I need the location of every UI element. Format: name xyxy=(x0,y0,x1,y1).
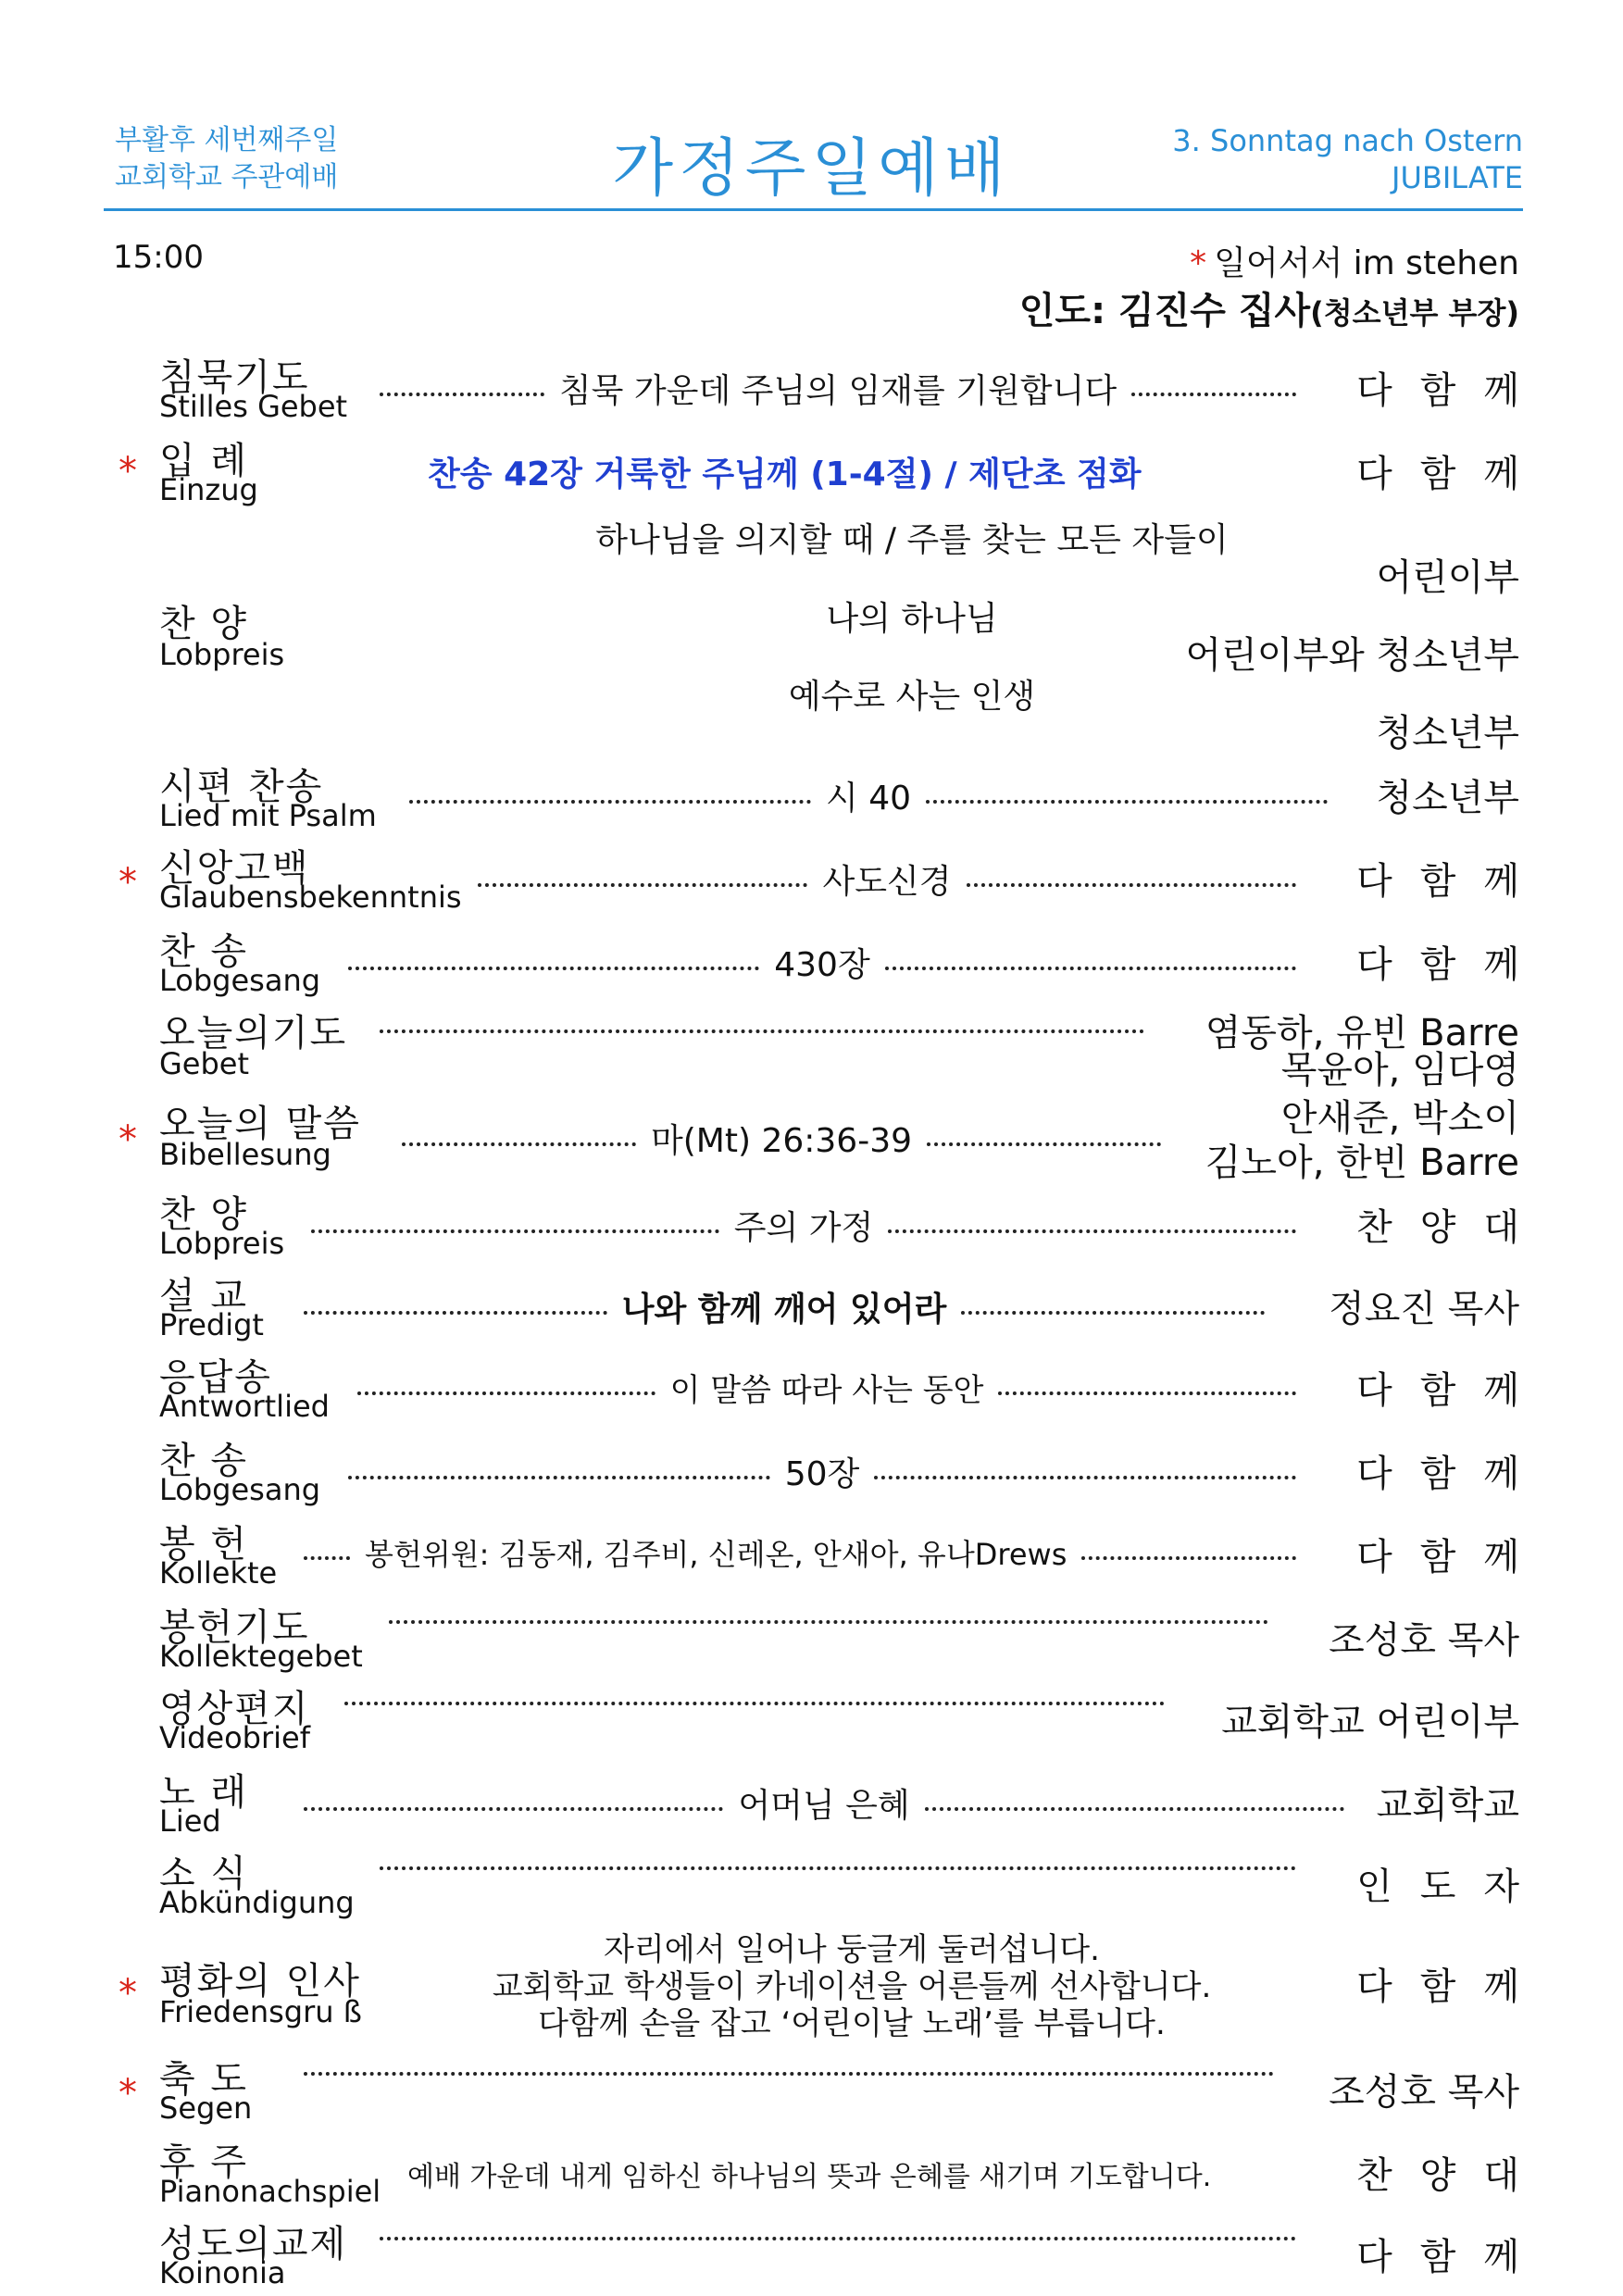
item-title-de: Predigt xyxy=(159,1307,264,1342)
item-responsible: 찬양대 xyxy=(1356,1206,1547,1249)
item-responsible: 교회학교 어린이부 xyxy=(1221,1701,1519,1743)
item-title-de: Lobgesang xyxy=(159,1472,321,1507)
standing-note: * 일어서서 im stehen xyxy=(1190,244,1519,282)
item-responsible: 다함께 xyxy=(1356,2236,1547,2278)
praise-resp-2: 어린이부와 청소년부 xyxy=(1185,634,1519,677)
asterisk-icon: * xyxy=(119,1118,137,1161)
item-responsible: 다함께 xyxy=(1356,1453,1547,1495)
item-title-ko: 봉헌기도 xyxy=(159,1606,310,1649)
item-title-de: Kollektegebet xyxy=(159,1639,363,1674)
praise-song-1: 하나님을 의지할 때 / 주를 찾는 모든 자들이 xyxy=(595,521,1229,559)
item-title-ko: 찬 송 xyxy=(159,930,248,973)
item-responsible: 조성호 목사 xyxy=(1329,1619,1519,1662)
item-responsible: 청소년부 xyxy=(1376,777,1519,819)
item-title-de: Einzug xyxy=(159,472,258,507)
item-content: 마(Mt) 26:36-39 xyxy=(393,1115,1170,1162)
peace-line: 교회학교 학생들이 카네이션을 어른들께 선사합니다. xyxy=(492,1968,1212,2005)
item-title-de: Abkündigung xyxy=(159,1885,355,1920)
item-content: 찬송 42장 거룩한 주님께 (1-4절) / 제단초 점화 xyxy=(428,455,1142,493)
item-responsible: 안새준, 박소이 xyxy=(1280,1097,1519,1140)
item-title-ko: 찬 송 xyxy=(159,1440,248,1482)
item-responsible: 인도자 xyxy=(1356,1866,1547,1908)
item-title-ko: 봉 헌 xyxy=(159,1523,248,1566)
item-title-ko: 평화의 인사 xyxy=(159,1960,361,2003)
asterisk-icon: * xyxy=(1190,244,1207,282)
item-title-ko: 노 래 xyxy=(159,1771,248,1814)
item-responsible: 조성호 목사 xyxy=(1329,2071,1519,2114)
item-content: 나와 함께 깨어 있어라 xyxy=(294,1283,1274,1330)
page-title: 가정주일예배 xyxy=(612,132,1011,206)
header-divider xyxy=(104,208,1523,211)
item-content xyxy=(380,1615,1278,1618)
item-responsible: 다함께 xyxy=(1356,1536,1547,1578)
item-content xyxy=(370,2231,1305,2235)
leader-line: 인도: 김진수 집사(청소년부 부장) xyxy=(1018,290,1519,332)
item-responsible: 김노아, 한빈 Barre xyxy=(1205,1142,1519,1184)
item-title-ko: 소 식 xyxy=(159,1853,248,1895)
sunday-name-de: 3. Sonntag nach Ostern xyxy=(1172,123,1523,158)
item-content: 시 40 xyxy=(400,772,1337,819)
item-title-de: Videobrief xyxy=(159,1720,310,1755)
item-title-ko: 후 주 xyxy=(159,2141,248,2184)
praise-song-3: 예수로 사는 인생 xyxy=(788,678,1036,716)
item-title-ko: 오늘의 말씀 xyxy=(159,1103,361,1145)
item-title-de: Gebet xyxy=(159,1046,250,1081)
item-responsible: 찬양대 xyxy=(1356,2154,1547,2197)
item-responsible: 염동하, 유빈 Barre xyxy=(1205,1012,1519,1054)
item-responsible: 정요진 목사 xyxy=(1329,1288,1519,1330)
item-content: 주의 가정 xyxy=(302,1202,1305,1249)
item-content: 50장 xyxy=(339,1448,1305,1495)
service-time: 15:00 xyxy=(113,239,204,276)
item-title-ko: 축 도 xyxy=(159,2058,248,2101)
item-title-ko: 영상편지 xyxy=(159,1688,310,1730)
item-title-de: Pianonachspiel xyxy=(159,2174,381,2209)
item-content: 이 말씀 따라 사는 동안 xyxy=(348,1365,1305,1410)
item-content xyxy=(294,2066,1283,2070)
item-title-ko: 입 례 xyxy=(159,440,248,482)
item-responsible: 다함께 xyxy=(1356,860,1547,903)
peace-line: 다함께 손을 잡고 ‘어린이날 노래’를 부릅니다. xyxy=(538,2005,1166,2042)
item-title-de: Lobgesang xyxy=(159,963,321,998)
sunday-latin: JUBILATE xyxy=(1392,160,1523,195)
item-title-ko: 오늘의기도 xyxy=(159,1012,348,1054)
item-title-de: Kollekte xyxy=(159,1555,278,1591)
asterisk-icon: * xyxy=(119,450,137,493)
item-title-de: Lobpreis xyxy=(159,1226,285,1261)
item-content: 침묵 가운데 주님의 임재를 기원합니다 xyxy=(370,365,1305,412)
item-title-de: Bibellesung xyxy=(159,1137,331,1172)
item-title-de: Glaubensbekenntnis xyxy=(159,880,462,915)
host-label: 교회학교 주관예배 xyxy=(115,161,339,193)
peace-line: 자리에서 일어나 둥글게 둘러섭니다. xyxy=(604,1931,1100,1968)
item-title-de: Segen xyxy=(159,2090,253,2126)
item-title-ko: 찬 양 xyxy=(159,603,248,645)
item-content xyxy=(335,1696,1174,1700)
asterisk-icon: * xyxy=(119,2072,137,2115)
item-content: 430장 xyxy=(339,939,1305,986)
item-content xyxy=(370,1024,1154,1028)
praise-resp-1: 어린이부 xyxy=(1376,556,1519,599)
item-responsible: 다함께 xyxy=(1356,943,1547,986)
asterisk-icon: * xyxy=(119,861,137,904)
praise-song-2: 나의 하나님 xyxy=(826,600,998,638)
item-content xyxy=(370,1861,1305,1865)
item-title-de: Antwortlied xyxy=(159,1389,330,1424)
item-title-ko: 응답송 xyxy=(159,1356,272,1399)
item-title-de: Lied xyxy=(159,1803,221,1839)
item-title-ko: 침묵기도 xyxy=(159,356,310,399)
asterisk-icon: * xyxy=(119,1972,137,2015)
item-title-ko: 시편 찬송 xyxy=(159,766,324,808)
item-responsible: 다함께 xyxy=(1356,453,1547,495)
item-content: 어머님 은혜 xyxy=(294,1779,1354,1827)
item-responsible: 다함께 xyxy=(1356,1965,1547,2008)
praise-resp-3: 청소년부 xyxy=(1376,712,1519,755)
item-responsible: 목윤아, 임다영 xyxy=(1280,1049,1519,1092)
item-content: 사도신경 xyxy=(468,855,1305,903)
item-title-de: Koinonia xyxy=(159,2255,286,2290)
item-responsible: 다함께 xyxy=(1356,369,1547,412)
item-title-ko: 찬 양 xyxy=(159,1193,248,1236)
item-title-ko: 신앙고백 xyxy=(159,847,310,890)
item-title-ko: 성도의교제 xyxy=(159,2223,348,2265)
item-responsible: 교회학교 xyxy=(1376,1784,1519,1827)
item-content: 예배 가운데 내게 임하신 하나님의 뜻과 은혜를 새기며 기도합니다. xyxy=(407,2161,1212,2193)
item-title-ko: 설 교 xyxy=(159,1275,248,1317)
week-label: 부활후 세번째주일 xyxy=(115,124,339,156)
item-title-de: Friedensgru ß xyxy=(159,1994,362,2029)
header-right xyxy=(1172,122,1523,196)
item-title-de: Lied mit Psalm xyxy=(159,798,377,833)
item-responsible: 다함께 xyxy=(1356,1369,1547,1412)
item-content: 봉헌위원: 김동재, 김주비, 신레온, 안새아, 유나Drews xyxy=(294,1531,1305,1574)
item-title-de: Lobpreis xyxy=(159,637,285,672)
item-title-de: Stilles Gebet xyxy=(159,389,348,424)
